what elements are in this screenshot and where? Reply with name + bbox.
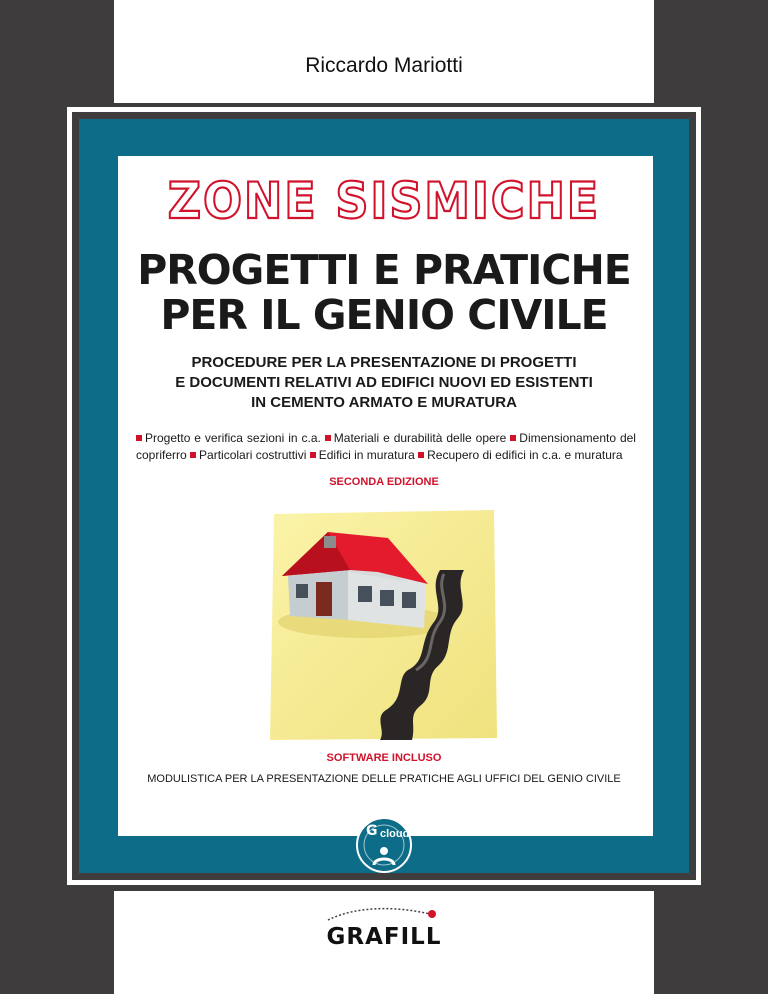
bullet-square-icon [190, 452, 196, 458]
bullet-square-icon [325, 435, 331, 441]
top-strip [114, 0, 654, 103]
title-line-3: PER IL GENIO CIVILE [160, 291, 608, 339]
bullet-square-icon [310, 452, 316, 458]
title-line-2: PROGETTI E PRATICHE [137, 246, 631, 294]
software-included-label: SOFTWARE INCLUSO [326, 752, 442, 764]
cloud-badge-text: cloud [380, 828, 410, 840]
software-description: MODULISTICA PER LA PRESENTAZIONE DELLE PRATICHE AGLI UFFICI DEL GENIO CIVILE [147, 773, 621, 785]
house-door [316, 582, 332, 616]
topic-item: Progetto e verifica sezioni in c.a. [145, 431, 321, 445]
svg-text:G: G [366, 823, 378, 839]
grafill-logo-swoosh-icon [326, 904, 442, 924]
publisher-logo: GRAFILL [326, 924, 442, 950]
house-crack-illustration [268, 510, 498, 742]
topic-item: Edifici in muratura [318, 448, 415, 462]
subtitle-line-3: IN CEMENTO ARMATO E MURATURA [251, 394, 517, 411]
topic-item: Particolari costruttivi [199, 448, 307, 462]
chimney [324, 536, 336, 548]
bullet-square-icon [418, 452, 424, 458]
edition-label: SECONDA EDIZIONE [329, 476, 439, 488]
g-cloud-badge-icon [346, 811, 422, 873]
topic-item: Dimensionamento del copriferro [136, 431, 636, 462]
topic-item: Recupero di edifici in c.a. e muratura [427, 448, 623, 462]
topic-item: Materiali e durabilità delle opere [333, 431, 507, 445]
main-title: ZONE SISMICHE [167, 172, 601, 230]
subtitle-line-1: PROCEDURE PER LA PRESENTAZIONE DI PROGETTI [191, 354, 577, 371]
topics-list [136, 430, 636, 464]
bullet-square-icon [510, 435, 516, 441]
bullet-square-icon [136, 435, 142, 441]
author-name: Riccardo Mariotti [305, 54, 463, 77]
subtitle-line-2: E DOCUMENTI RELATIVI AD EDIFICI NUOVI ED ESISTENTI [175, 374, 593, 391]
